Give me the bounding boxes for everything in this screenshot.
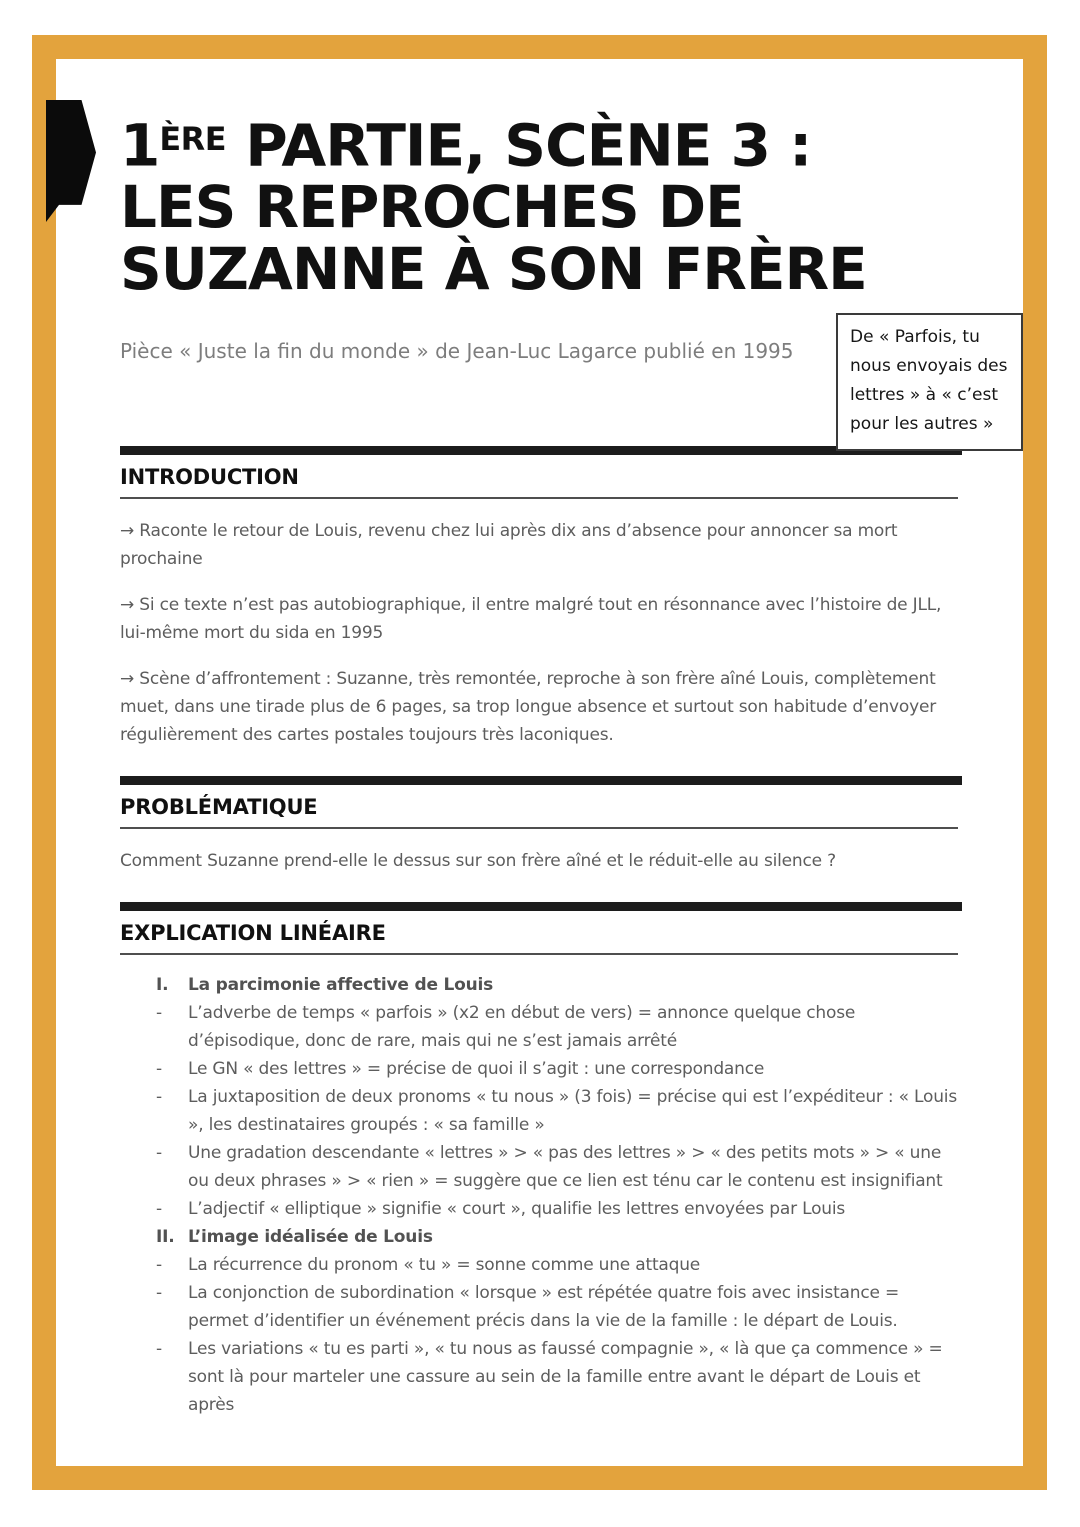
callout-text: De « Parfois, tu nous envoyais des lettres » à « c’est pour les autres » xyxy=(850,327,1008,434)
outline-text: La parcimonie affective de Louis xyxy=(188,975,494,996)
paragraph: → Si ce texte n’est pas autobiographique, il entre malgré tout en résonnance avec l’histoire de JLL, lui-même mort du sida en 1995 xyxy=(120,595,942,644)
outline-marker: II. xyxy=(156,1227,175,1248)
section-introduction xyxy=(120,446,962,749)
outline-text: L’image idéalisée de Louis xyxy=(188,1227,433,1248)
paragraph: Comment Suzanne prend-elle le dessus sur son frère aîné et le réduit-elle au silence ? xyxy=(120,851,836,872)
section-underline xyxy=(120,953,958,955)
callout-note xyxy=(836,313,1023,451)
section-underline xyxy=(120,827,958,829)
outline-item-roman xyxy=(120,1223,962,1251)
outline-item-roman xyxy=(120,971,962,999)
outline-item xyxy=(120,999,962,1055)
section-heading-explication: EXPLICATION LINÉAIRE xyxy=(120,921,386,946)
outline-text: Les variations « tu es parti », « tu nous as faussé compagnie », « là que ça commence » = sont là pour marteler une cassure au sein de la famille entre avant le départ de Louis et après xyxy=(188,1339,943,1416)
subtitle: Pièce « Juste la fin du monde » de Jean-Luc Lagarce publié en 1995 xyxy=(120,339,794,364)
section-explication-lineaire xyxy=(120,902,962,1419)
content-area xyxy=(120,59,962,1419)
outline-marker: - xyxy=(156,1199,162,1220)
outline-item xyxy=(120,1279,962,1335)
title-line-3: SUZANNE À SON FRÈRE xyxy=(120,235,867,304)
paragraph: → Raconte le retour de Louis, revenu chez lui après dix ans d’absence pour annoncer sa mort prochaine xyxy=(120,521,898,570)
title-ordinal: ÈRE xyxy=(159,120,226,158)
outline-marker: - xyxy=(156,1283,162,1304)
outline-item xyxy=(120,1083,962,1139)
outline-marker: - xyxy=(156,1339,162,1360)
section-heading-introduction: INTRODUCTION xyxy=(120,465,299,490)
outline-marker: - xyxy=(156,1143,162,1164)
outline-text: L’adverbe de temps « parfois » (x2 en début de vers) = annonce quelque chose d’épisodique, donc de rare, mais qui ne s’est jamais arrêté xyxy=(188,1003,856,1052)
title-number: 1 xyxy=(120,111,160,180)
outline-list xyxy=(120,971,962,1419)
outline-item xyxy=(120,1251,962,1279)
paragraph: → Scène d’affrontement : Suzanne, très remontée, reproche à son frère aîné Louis, complètement muet, dans une tirade plus de 6 pages, sa trop longue absence et surtout son habitude d’envoyer régulièrement des cartes postales toujours très laconiques. xyxy=(120,669,937,746)
outline-item xyxy=(120,1195,962,1223)
outline-marker: - xyxy=(156,1003,162,1024)
title-line-1-rest: PARTIE, SCÈNE 3 : xyxy=(226,111,812,180)
section-underline xyxy=(120,497,958,499)
title-line-2: LES REPROCHES DE xyxy=(120,173,744,242)
section-top-bar xyxy=(120,902,962,911)
section-problematique xyxy=(120,776,962,875)
outline-marker: - xyxy=(156,1059,162,1080)
outline-text: La conjonction de subordination « lorsque » est répétée quatre fois avec insistance = permet d’identifier un événement précis dans la vie de la famille : le départ de Louis. xyxy=(188,1283,900,1332)
outline-marker: I. xyxy=(156,975,169,996)
outline-item xyxy=(120,1335,962,1419)
outline-item xyxy=(120,1139,962,1195)
outline-text: La juxtaposition de deux pronoms « tu nous » (3 fois) = précise qui est l’expéditeur : « Louis », les destinataires groupés : « sa famille » xyxy=(188,1087,957,1136)
section-top-bar xyxy=(120,776,962,785)
section-heading-problematique: PROBLÉMATIQUE xyxy=(120,795,318,820)
outline-marker: - xyxy=(156,1087,162,1108)
outline-text: Une gradation descendante « lettres » > « pas des lettres » > « des petits mots » > « une ou deux phrases » > « rien » = suggère que ce lien est ténu car le contenu est insignifiant xyxy=(188,1143,943,1192)
outline-text: L’adjectif « elliptique » signifie « court », qualifie les lettres envoyées par Louis xyxy=(188,1199,846,1220)
title-line-1 xyxy=(120,108,962,180)
page-title xyxy=(120,108,962,304)
outline-marker: - xyxy=(156,1255,162,1276)
outline-text: La récurrence du pronom « tu » = sonne comme une attaque xyxy=(188,1255,701,1276)
outline-text: Le GN « des lettres » = précise de quoi il s’agit : une correspondance xyxy=(188,1059,765,1080)
outline-item xyxy=(120,1055,962,1083)
